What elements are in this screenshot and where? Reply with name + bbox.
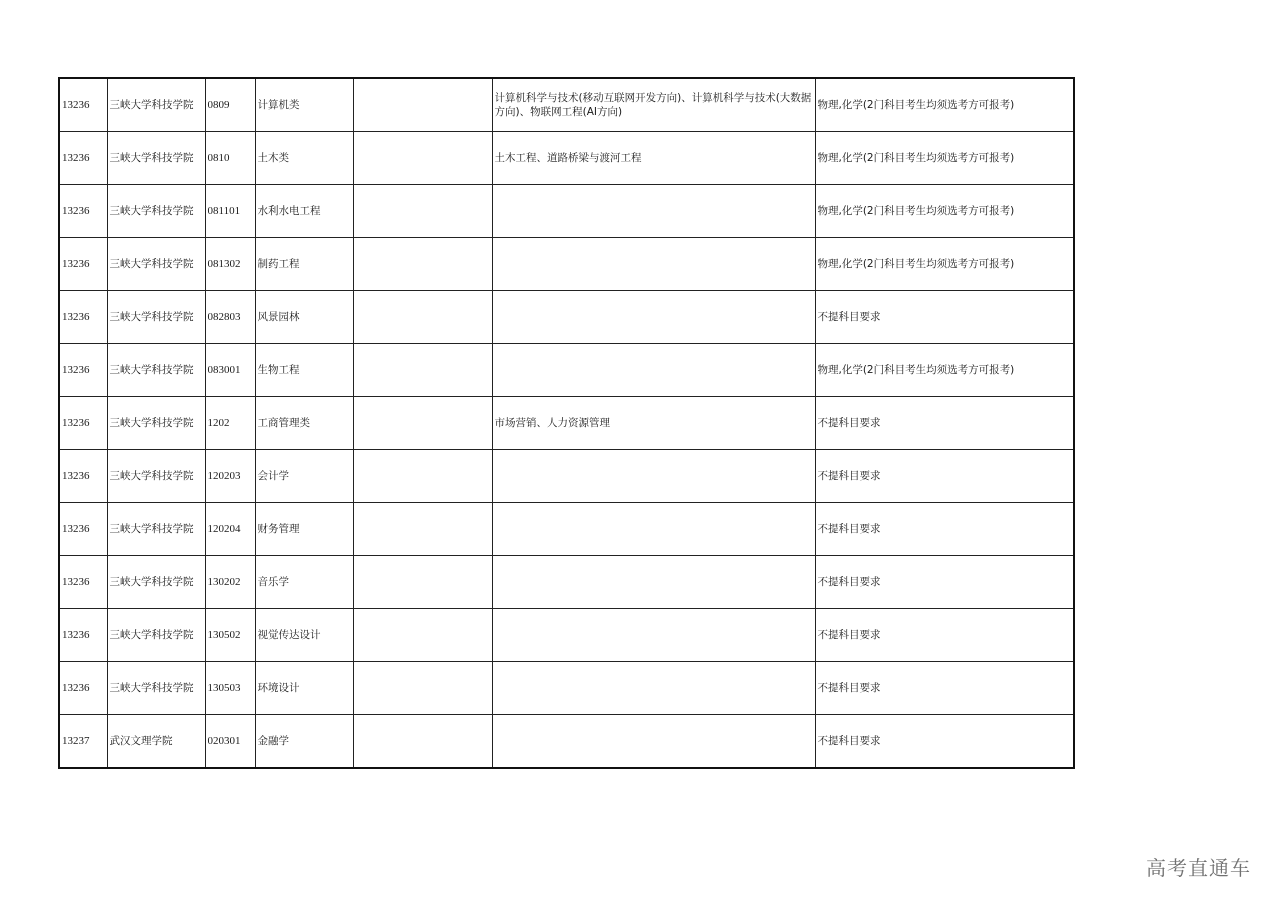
school-name-cell: 三峡大学科技学院 (107, 238, 205, 291)
table-row (59, 291, 1074, 344)
school-name-cell: 武汉文理学院 (107, 715, 205, 769)
major-code-cell: 130503 (205, 662, 255, 715)
school-name-cell: 三峡大学科技学院 (107, 132, 205, 185)
school-name-cell: 三峡大学科技学院 (107, 291, 205, 344)
major-code-cell: 1202 (205, 397, 255, 450)
school-name-cell: 三峡大学科技学院 (107, 344, 205, 397)
table-body (59, 78, 1074, 768)
note-cell (353, 503, 492, 556)
school-code-cell: 13236 (59, 78, 107, 132)
note-cell (353, 132, 492, 185)
major-name-cell: 生物工程 (255, 344, 353, 397)
major-name-cell: 计算机类 (255, 78, 353, 132)
school-code-cell: 13236 (59, 556, 107, 609)
table-row (59, 132, 1074, 185)
note-cell (353, 450, 492, 503)
included-majors-cell: 土木工程、道路桥梁与渡河工程 (492, 132, 815, 185)
note-cell (353, 344, 492, 397)
school-code-cell: 13236 (59, 503, 107, 556)
included-majors-cell (492, 238, 815, 291)
school-name-cell: 三峡大学科技学院 (107, 609, 205, 662)
subject-requirement-cell: 物理,化学(2门科目考生均须选考方可报考) (815, 185, 1074, 238)
subject-requirement-cell: 物理,化学(2门科目考生均须选考方可报考) (815, 78, 1074, 132)
table-row (59, 715, 1074, 769)
subject-requirement-cell: 不提科目要求 (815, 291, 1074, 344)
major-code-cell: 082803 (205, 291, 255, 344)
included-majors-cell (492, 344, 815, 397)
included-majors-cell (492, 609, 815, 662)
school-name-cell: 三峡大学科技学院 (107, 556, 205, 609)
table-row (59, 185, 1074, 238)
major-name-cell: 风景园林 (255, 291, 353, 344)
note-cell (353, 715, 492, 769)
major-name-cell: 金融学 (255, 715, 353, 769)
subject-requirement-cell: 物理,化学(2门科目考生均须选考方可报考) (815, 344, 1074, 397)
school-name-cell: 三峡大学科技学院 (107, 78, 205, 132)
subject-requirement-cell: 不提科目要求 (815, 450, 1074, 503)
major-code-cell: 120204 (205, 503, 255, 556)
school-code-cell: 13237 (59, 715, 107, 769)
school-code-cell: 13236 (59, 450, 107, 503)
major-name-cell: 制药工程 (255, 238, 353, 291)
major-code-cell: 120203 (205, 450, 255, 503)
admission-table (58, 77, 1075, 769)
included-majors-cell (492, 556, 815, 609)
major-code-cell: 081302 (205, 238, 255, 291)
table-row (59, 662, 1074, 715)
school-code-cell: 13236 (59, 291, 107, 344)
subject-requirement-cell: 不提科目要求 (815, 662, 1074, 715)
major-name-cell: 工商管理类 (255, 397, 353, 450)
major-name-cell: 土木类 (255, 132, 353, 185)
major-name-cell: 环境设计 (255, 662, 353, 715)
subject-requirement-cell: 不提科目要求 (815, 397, 1074, 450)
table-row (59, 609, 1074, 662)
table-row (59, 78, 1074, 132)
note-cell (353, 78, 492, 132)
note-cell (353, 238, 492, 291)
included-majors-cell (492, 503, 815, 556)
included-majors-cell (492, 450, 815, 503)
subject-requirement-cell: 不提科目要求 (815, 556, 1074, 609)
table-row (59, 556, 1074, 609)
subject-requirement-cell: 不提科目要求 (815, 503, 1074, 556)
school-code-cell: 13236 (59, 344, 107, 397)
major-code-cell: 020301 (205, 715, 255, 769)
major-code-cell: 130202 (205, 556, 255, 609)
school-name-cell: 三峡大学科技学院 (107, 397, 205, 450)
school-code-cell: 13236 (59, 132, 107, 185)
included-majors-cell: 计算机科学与技术(移动互联网开发方向)、计算机科学与技术(大数据方向)、物联网工程(AI方向) (492, 78, 815, 132)
major-code-cell: 0809 (205, 78, 255, 132)
school-code-cell: 13236 (59, 609, 107, 662)
included-majors-cell (492, 715, 815, 769)
school-name-cell: 三峡大学科技学院 (107, 662, 205, 715)
table-row (59, 450, 1074, 503)
note-cell (353, 185, 492, 238)
major-name-cell: 水利水电工程 (255, 185, 353, 238)
included-majors-cell (492, 662, 815, 715)
school-code-cell: 13236 (59, 185, 107, 238)
major-name-cell: 视觉传达设计 (255, 609, 353, 662)
table-row (59, 238, 1074, 291)
table-row (59, 344, 1074, 397)
major-code-cell: 130502 (205, 609, 255, 662)
note-cell (353, 609, 492, 662)
table-row (59, 397, 1074, 450)
school-code-cell: 13236 (59, 238, 107, 291)
included-majors-cell: 市场营销、人力资源管理 (492, 397, 815, 450)
subject-requirement-cell: 不提科目要求 (815, 715, 1074, 769)
school-name-cell: 三峡大学科技学院 (107, 503, 205, 556)
school-name-cell: 三峡大学科技学院 (107, 185, 205, 238)
major-name-cell: 会计学 (255, 450, 353, 503)
major-code-cell: 0810 (205, 132, 255, 185)
major-name-cell: 音乐学 (255, 556, 353, 609)
table-row (59, 503, 1074, 556)
school-name-cell: 三峡大学科技学院 (107, 450, 205, 503)
note-cell (353, 662, 492, 715)
subject-requirement-cell: 物理,化学(2门科目考生均须选考方可报考) (815, 238, 1074, 291)
note-cell (353, 397, 492, 450)
note-cell (353, 556, 492, 609)
included-majors-cell (492, 291, 815, 344)
subject-requirement-cell: 不提科目要求 (815, 609, 1074, 662)
major-code-cell: 083001 (205, 344, 255, 397)
major-name-cell: 财务管理 (255, 503, 353, 556)
school-code-cell: 13236 (59, 662, 107, 715)
watermark-logo: 高考直通车 (1146, 856, 1251, 880)
major-code-cell: 081101 (205, 185, 255, 238)
note-cell (353, 291, 492, 344)
included-majors-cell (492, 185, 815, 238)
subject-requirement-cell: 物理,化学(2门科目考生均须选考方可报考) (815, 132, 1074, 185)
school-code-cell: 13236 (59, 397, 107, 450)
